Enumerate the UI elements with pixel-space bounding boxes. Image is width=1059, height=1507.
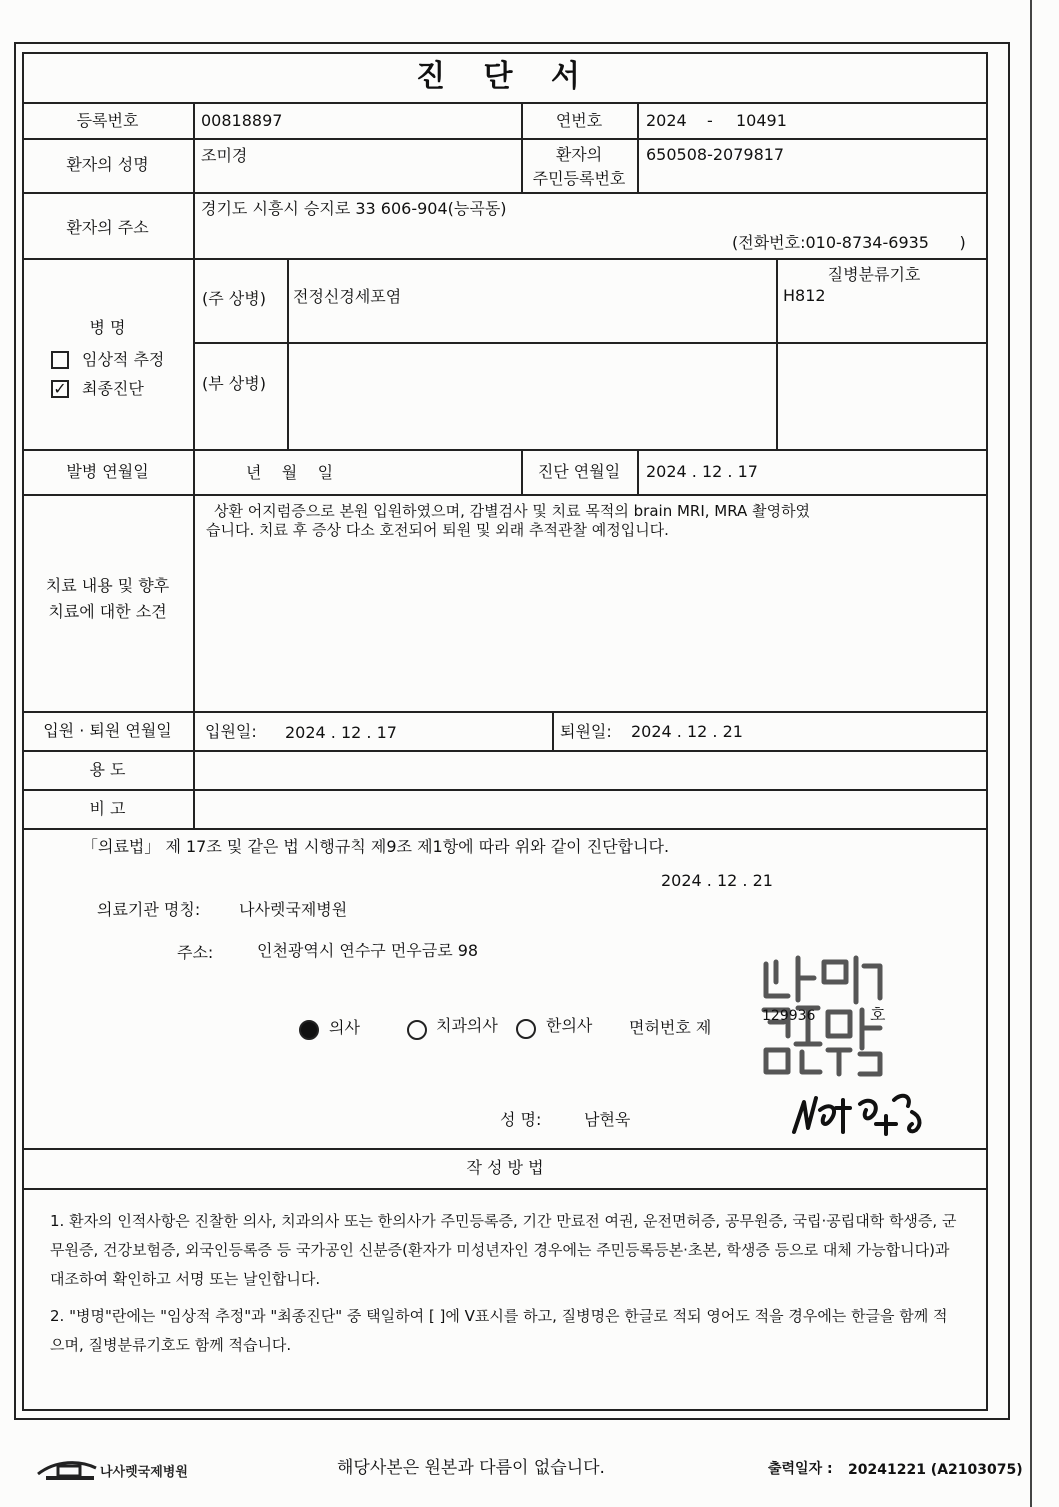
resident-id-label: 환자의 bbox=[555, 145, 603, 164]
institution-address-label: 주소: bbox=[177, 943, 214, 962]
rule bbox=[194, 342, 988, 344]
logo-text: 나사렛국제병원 bbox=[100, 1465, 188, 1480]
hospital-seal bbox=[758, 952, 886, 1078]
signer-name: 남현욱 bbox=[584, 1110, 631, 1129]
rule bbox=[193, 102, 195, 829]
opinion-label-2: 치료에 대한 소견 bbox=[48, 602, 167, 621]
admission-in-label: 입원일: bbox=[205, 722, 257, 741]
rule bbox=[287, 258, 289, 450]
instruction-item-1: 1. 환자의 인적사항은 진찰한 의사, 치과의사 또는 한의사가 주민등록증, 기간 만료전 여권, 운전면허증, 공무원증, 국립·공립대학 학생증, 군무원증, 건강보험증, 외국인등록증 등 국가공인 신분증(환자가 미성년자인 경우에는 주민등록등본·초본, 학생증 등으로 대체 가능합니다)과 대조하여 확인하고 서명 또는 날인합니다. bbox=[50, 1212, 957, 1288]
issue-dash: - bbox=[707, 111, 713, 130]
rule bbox=[776, 258, 778, 450]
rule bbox=[22, 449, 988, 451]
copy-notice: 해당사본은 원본과 다름이 없습니다. bbox=[337, 1458, 605, 1478]
patient-name-value: 조미경 bbox=[201, 146, 248, 165]
final-check-mark: ✓ bbox=[53, 379, 67, 398]
diagnosis-date-value: 2024 . 12 . 17 bbox=[646, 462, 758, 481]
remarks-label: 비 고 bbox=[89, 799, 126, 818]
main-diagnosis-label: (주 상병) bbox=[202, 289, 266, 308]
rule bbox=[22, 750, 988, 752]
opinion-line-2: 습니다. 치료 후 증상 다소 호전되어 퇴원 및 외래 추적관찰 예정입니다. bbox=[206, 521, 669, 539]
print-value: 20241221 (A2103075) bbox=[848, 1462, 1023, 1478]
issue-year: 2024 bbox=[646, 111, 687, 130]
rule bbox=[22, 828, 988, 830]
issue-number: 10491 bbox=[736, 111, 787, 130]
rule bbox=[22, 192, 988, 194]
address-value: 경기도 시흥시 승지로 33 606-904(능곡동) bbox=[201, 199, 507, 218]
rule bbox=[22, 258, 988, 260]
oriental-doctor-label: 한의사 bbox=[546, 1016, 593, 1035]
dentist-label: 치과의사 bbox=[436, 1016, 498, 1035]
onset-label: 발병 연월일 bbox=[66, 462, 149, 481]
institution-label: 의료기관 명칭: bbox=[97, 900, 201, 919]
main-diagnosis-value: 전정신경세포염 bbox=[293, 287, 402, 306]
rule bbox=[22, 138, 988, 140]
rule bbox=[22, 789, 988, 791]
rule bbox=[637, 102, 639, 192]
opinion-line-1: 상환 어지럼증으로 본원 입원하였으며, 감별검사 및 치료 목적의 brain MRI, MRA 촬영하였 bbox=[214, 502, 811, 520]
rule bbox=[22, 1188, 988, 1190]
institution-value: 나사렛국제병원 bbox=[239, 900, 348, 919]
instructions-header: 작 성 방 법 bbox=[466, 1158, 544, 1177]
rule bbox=[22, 1148, 988, 1150]
page-edge bbox=[1030, 0, 1032, 1507]
oriental-doctor-radio[interactable] bbox=[516, 1019, 536, 1039]
diagnosis-date-label: 진단 연월일 bbox=[537, 462, 621, 481]
admission-label: 입원 · 퇴원 연월일 bbox=[43, 721, 172, 740]
rule bbox=[552, 711, 554, 751]
phone-value: (전화번호:010-8734-6935 ) bbox=[732, 233, 966, 252]
resident-id-label-2: 주민등록번호 bbox=[532, 169, 626, 188]
rule bbox=[22, 494, 988, 496]
certification-statement: 「의료법」 제 17조 및 같은 법 시행규칙 제9조 제1항에 따라 위와 같이 진단합니다. bbox=[82, 837, 670, 856]
registration-value: 00818897 bbox=[201, 111, 283, 130]
license-number: 129936 bbox=[762, 1008, 816, 1024]
clinical-checkbox[interactable] bbox=[51, 351, 69, 369]
rule bbox=[22, 102, 988, 104]
purpose-label: 용 도 bbox=[89, 760, 126, 779]
institution-address-value: 인천광역시 연수구 먼우금로 98 bbox=[257, 941, 479, 960]
main-diagnosis-code: H812 bbox=[783, 286, 826, 305]
onset-value: 년 월 일 bbox=[246, 463, 334, 482]
doctor-signature bbox=[790, 1088, 930, 1138]
document-title: 진 단 서 bbox=[416, 59, 594, 94]
admission-out-value: 2024 . 12 . 21 bbox=[631, 722, 743, 741]
patient-name-label: 환자의 성명 bbox=[66, 155, 149, 174]
resident-id-value: 650508-2079817 bbox=[646, 145, 785, 164]
doctor-label: 의사 bbox=[329, 1018, 360, 1037]
doctor-radio[interactable] bbox=[299, 1020, 319, 1040]
instruction-item-2: 2. "병명"란에는 "임상적 추정"과 "최종진단" 중 택일하여 [ ]에 V표시를 하고, 질병명은 한글로 적되 영어도 적을 경우에는 한글을 함께 적으며, 질병분류기호도 함께 적습니다. bbox=[50, 1307, 948, 1354]
signer-label: 성 명: bbox=[500, 1110, 542, 1129]
rule bbox=[637, 449, 639, 495]
clinical-label: 임상적 추정 bbox=[82, 350, 165, 369]
disease-label: 병 명 bbox=[89, 318, 126, 337]
sub-diagnosis-label: (부 상병) bbox=[202, 374, 266, 393]
opinion-label: 치료 내용 및 향후 bbox=[45, 576, 170, 595]
admission-in-value: 2024 . 12 . 17 bbox=[285, 723, 397, 742]
license-suffix: 호 bbox=[870, 1005, 886, 1024]
rule bbox=[22, 711, 988, 713]
admission-out-label: 퇴원일: bbox=[560, 722, 612, 741]
license-label: 면허번호 제 bbox=[629, 1018, 712, 1037]
dentist-radio[interactable] bbox=[407, 1020, 427, 1040]
address-label: 환자의 주소 bbox=[66, 218, 149, 237]
disease-code-header: 질병분류기호 bbox=[827, 265, 921, 284]
certification-date: 2024 . 12 . 21 bbox=[661, 871, 773, 890]
print-label: 출력일자 : bbox=[768, 1461, 833, 1477]
hospital-logo bbox=[36, 1458, 232, 1482]
issue-number-label: 연번호 bbox=[555, 111, 603, 130]
final-label: 최종진단 bbox=[82, 379, 144, 398]
registration-label: 등록번호 bbox=[76, 111, 139, 130]
final-checkbox[interactable] bbox=[51, 380, 69, 398]
